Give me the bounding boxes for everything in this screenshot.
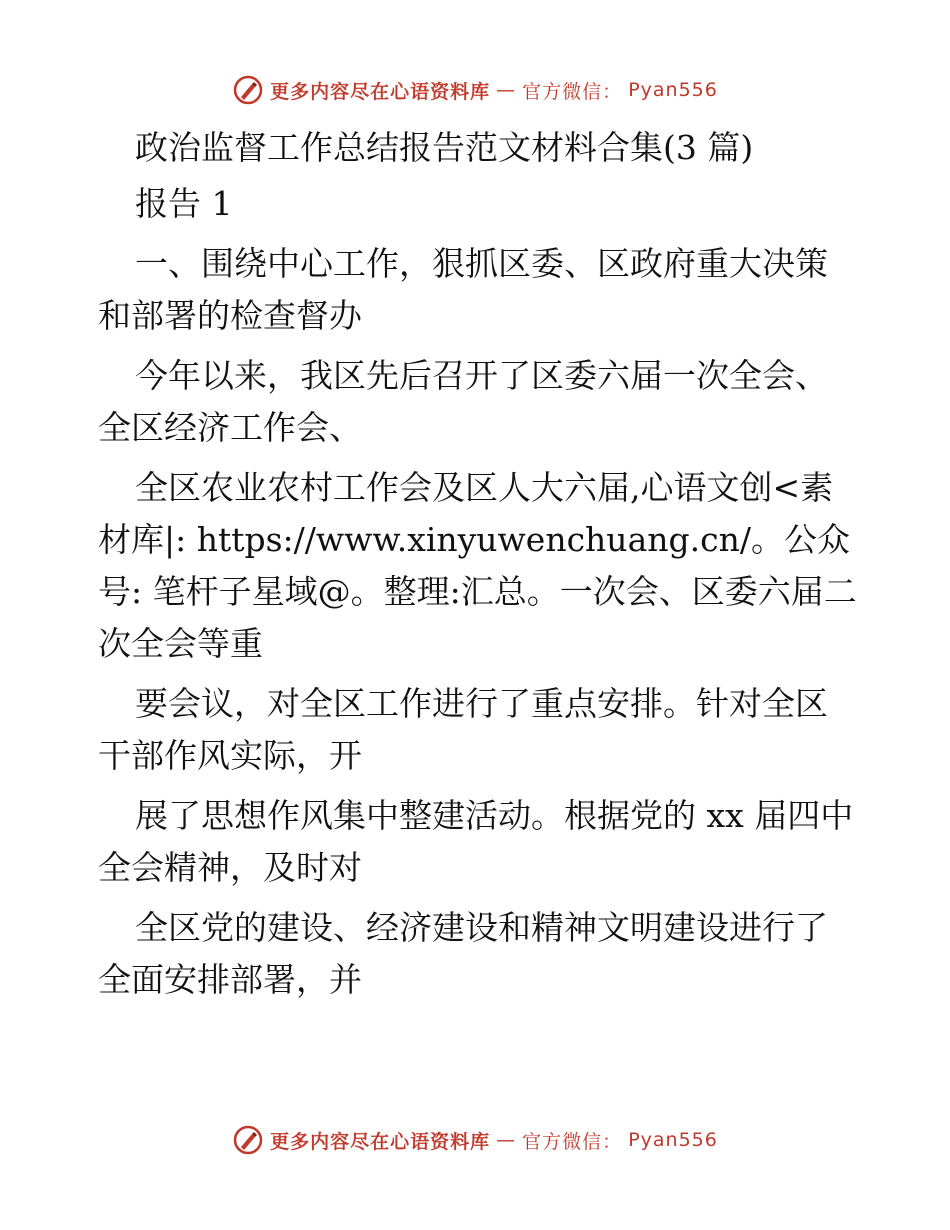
banner-dash: — — [496, 1129, 517, 1151]
document-body — [98, 122, 858, 1014]
paragraph: 全区农业农村工作会及区人大六届,心语文创<素材库|: https://www.xinyuwenchuang.cn/。公众号: 笔杆子星域@。整理:汇总。一次会、区委六届二次全会等重 — [98, 468, 857, 663]
banner-wechat-id: Pyan556 — [628, 79, 718, 101]
header-watermark-banner — [0, 70, 950, 110]
banner-main-text: 更多内容尽在心语资料库 — [270, 80, 491, 103]
banner-wechat-id: Pyan556 — [628, 1129, 718, 1151]
banner-main-text: 更多内容尽在心语资料库 — [270, 1130, 491, 1153]
paragraph: 全区党的建设、经济建设和精神文明建设进行了全面安排部署，并 — [98, 908, 828, 999]
paragraph: 一、围绕中心工作，狠抓区委、区政府重大决策和部署的检查督办 — [98, 244, 828, 335]
paragraph: 要会议，对全区工作进行了重点安排。针对全区干部作风实际，开 — [98, 684, 828, 775]
banner-wechat-label: 官方微信： — [522, 1130, 623, 1153]
paragraph: 今年以来，我区先后召开了区委六届一次全会、全区经济工作会、 — [98, 356, 828, 447]
banner-wechat-label: 官方微信： — [522, 80, 623, 103]
paragraph: 报告 1 — [135, 184, 233, 223]
banner-dash: — — [496, 79, 517, 101]
paragraph: 展了思想作风集中整建活动。根据党的 xx 届四中全会精神，及时对 — [98, 796, 854, 887]
red-pen-circle-logo-icon — [232, 74, 264, 106]
document-title: 政治监督工作总结报告范文材料合集(3 篇) — [135, 128, 754, 167]
footer-watermark-banner — [0, 1120, 950, 1160]
red-pen-circle-logo-icon — [232, 1124, 264, 1156]
